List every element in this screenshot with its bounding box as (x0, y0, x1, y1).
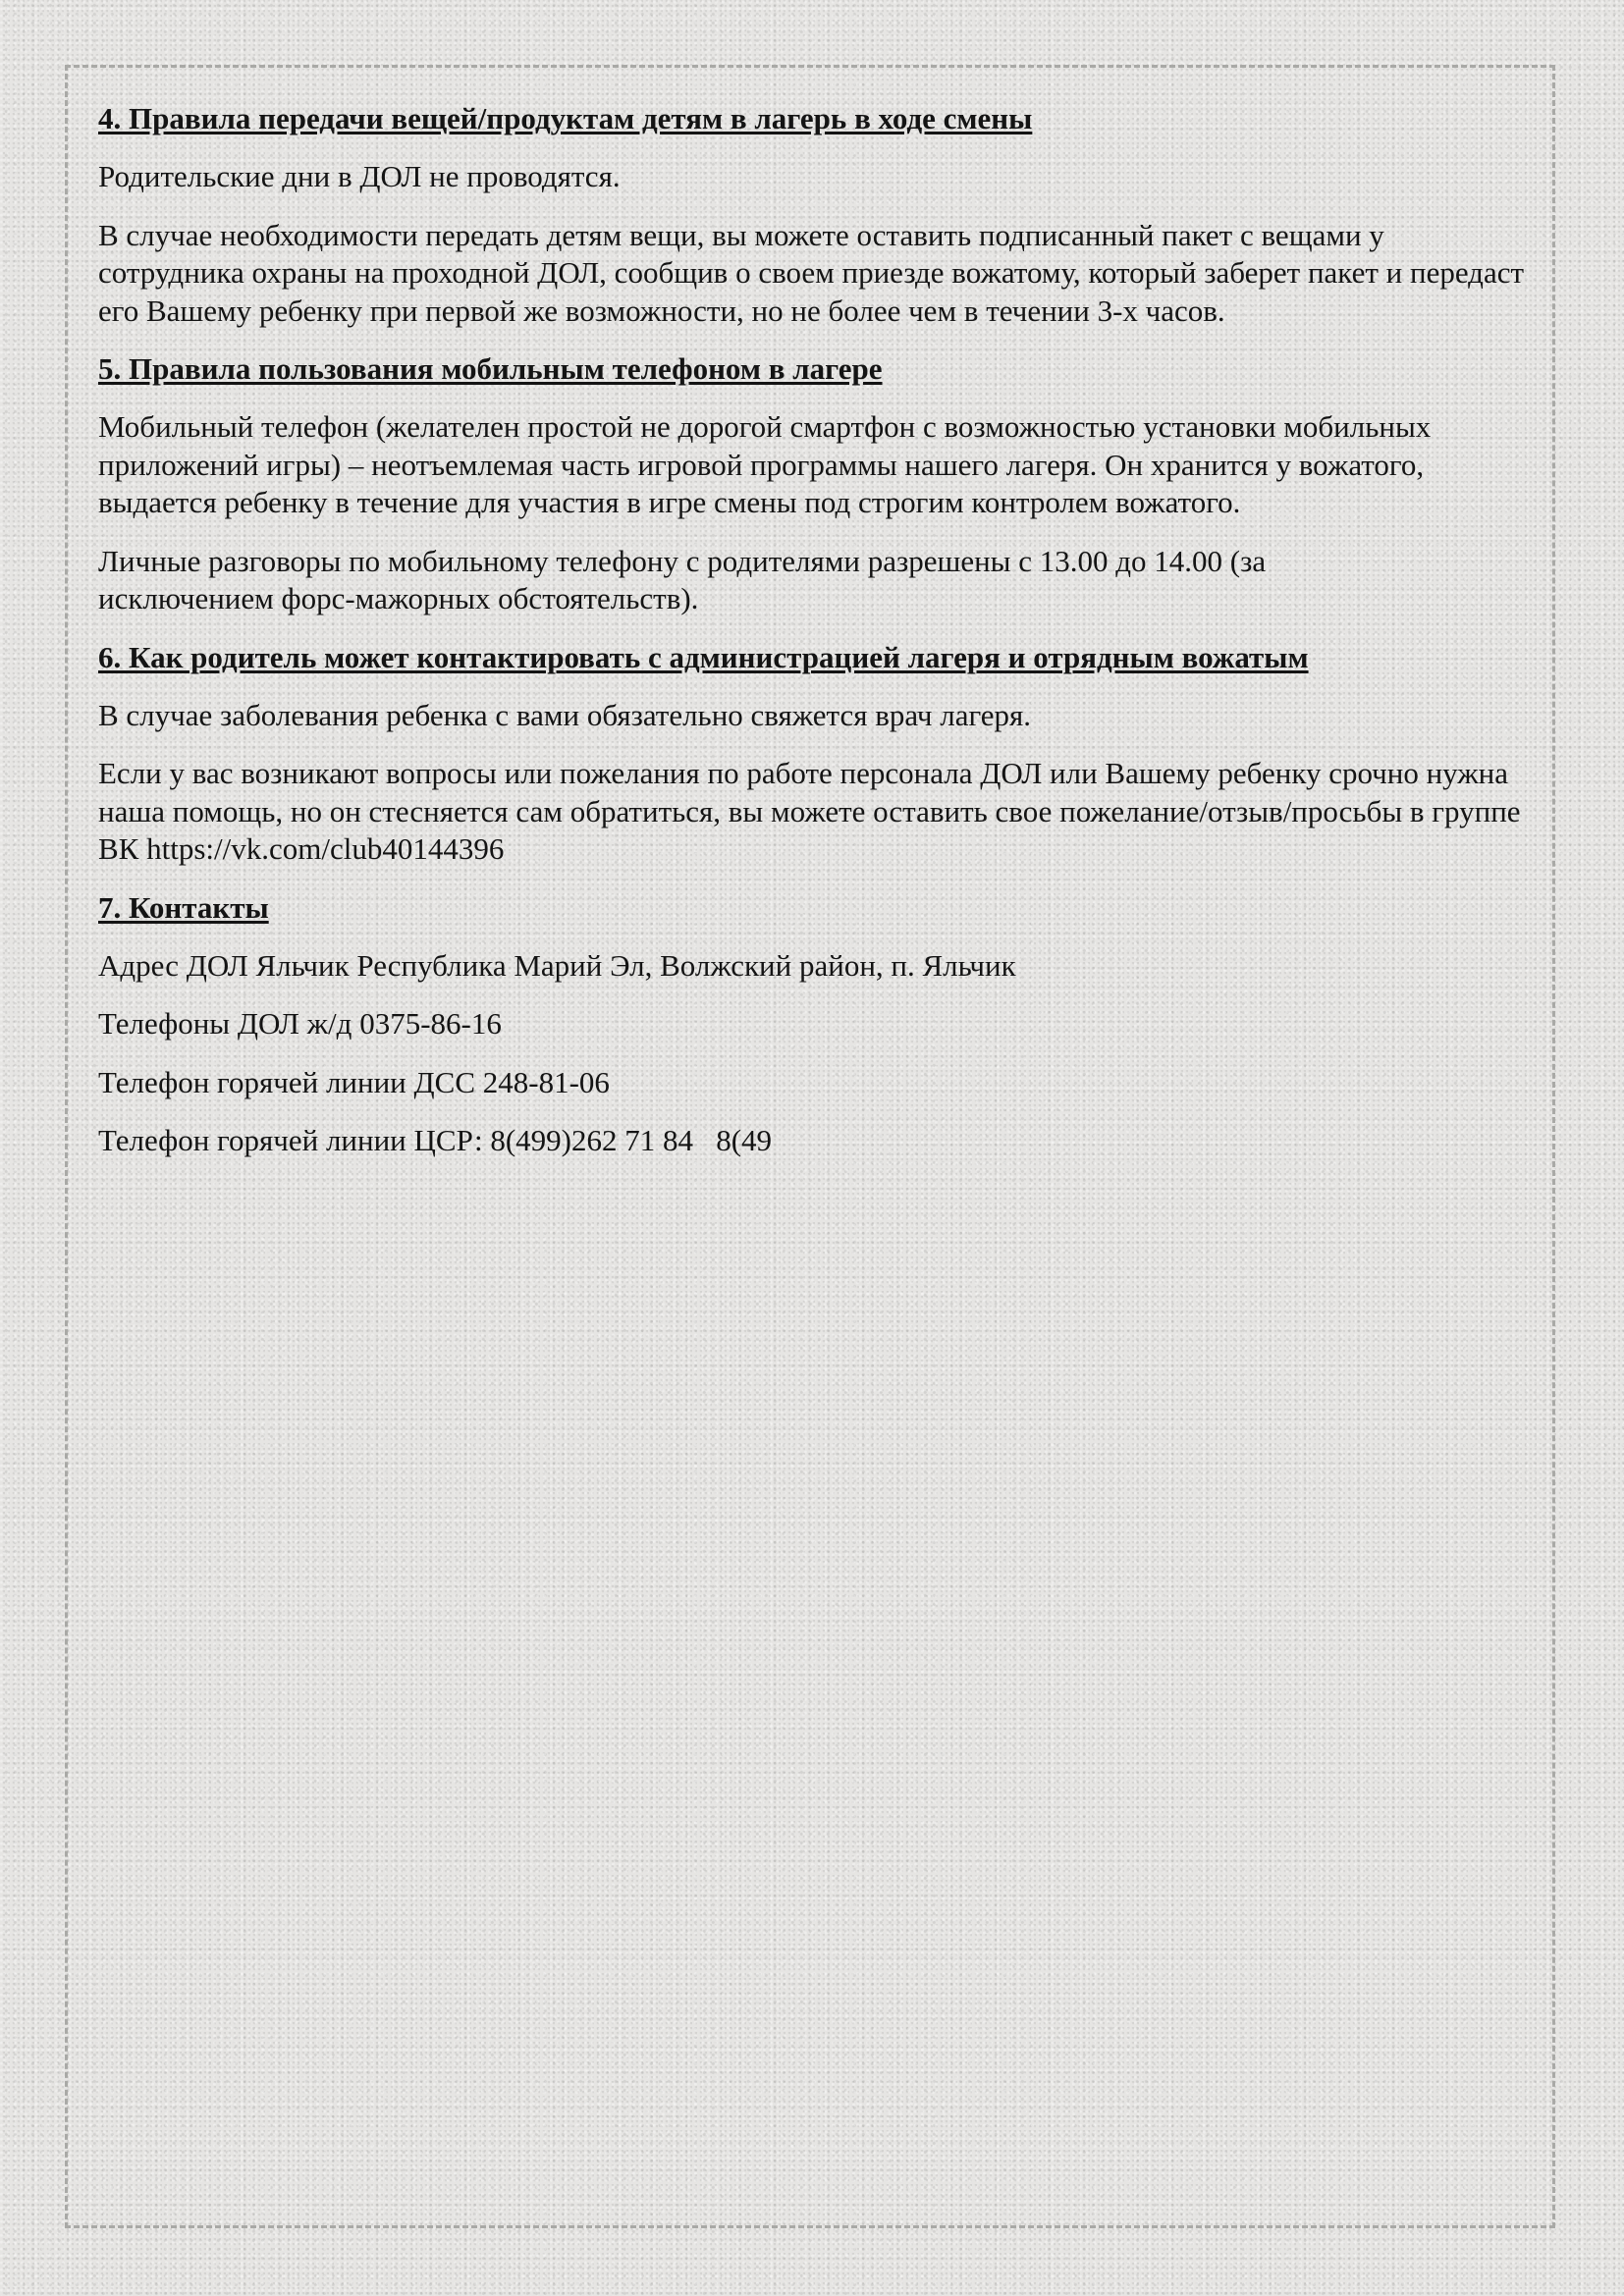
document-body (98, 100, 1532, 1181)
section-item-contacts (98, 889, 1532, 1160)
contact-address: Адрес ДОЛ Яльчик Республика Марий Эл, Волжский район, п. Яльчик (98, 947, 1016, 983)
section-item-transfer (98, 100, 1532, 330)
section-heading: 7. Контакты (98, 889, 269, 925)
paragraph: Мобильный телефон (желателен простой не дорогой смартфон с возможностью установки мобильных приложений игры) – неотъемлемая часть игровой программы нашего лагеря. Он хранится у вожатого, выдается ребенку в течение для участия в игре смены под строгим контролем вожатого. (98, 409, 1432, 519)
section-item-contact-admin (98, 639, 1532, 869)
paragraph: Если у вас возникают вопросы или пожелания по работе персонала ДОЛ или Вашему ребенку срочно нужна наша помощь, но он стесняется сам обратиться, вы можете оставить свое пожелание/отзыв/просьбы в группе ВК https://vk.com/club40144396 (98, 756, 1521, 866)
paragraph: Личные разговоры по мобильному телефону с родителями разрешены с 13.00 до 14.00 (за исключением форс-мажорных обстоятельств). (98, 543, 1267, 615)
section-heading: 5. Правила пользования мобильным телефоном в лагере (98, 351, 883, 386)
paragraph: В случае заболевания ребенка с вами обязательно свяжется врач лагеря. (98, 697, 1032, 732)
contact-hotline-dss: Телефон горячей линии ДСС 248-81-06 (98, 1064, 610, 1099)
paragraph: В случае необходимости передать детям вещи, вы можете оставить подписанный пакет с вещами у сотрудника охраны на проходной ДОЛ, сообщив о своем приезде вожатому, который заберет пакет и передаст его Вашему ребенку при первой же возможности, но не более чем в течении 3-х часов. (98, 217, 1525, 328)
contact-hotline-csr: Телефон горячей линии ЦСР: 8(499)262 71 84 8(49 (98, 1123, 773, 1157)
section-item-phone (98, 350, 1532, 618)
section-heading: 6. Как родитель может контактировать с администрацией лагеря и отрядным вожатым (98, 639, 1309, 674)
paragraph: Родительские дни в ДОЛ не проводятся. (98, 159, 621, 193)
section-heading: 4. Правила передачи вещей/продуктам детям в лагерь в ходе смены (98, 101, 1033, 135)
contact-phone-camp: Телефоны ДОЛ ж/д 0375-86-16 (98, 1006, 502, 1041)
